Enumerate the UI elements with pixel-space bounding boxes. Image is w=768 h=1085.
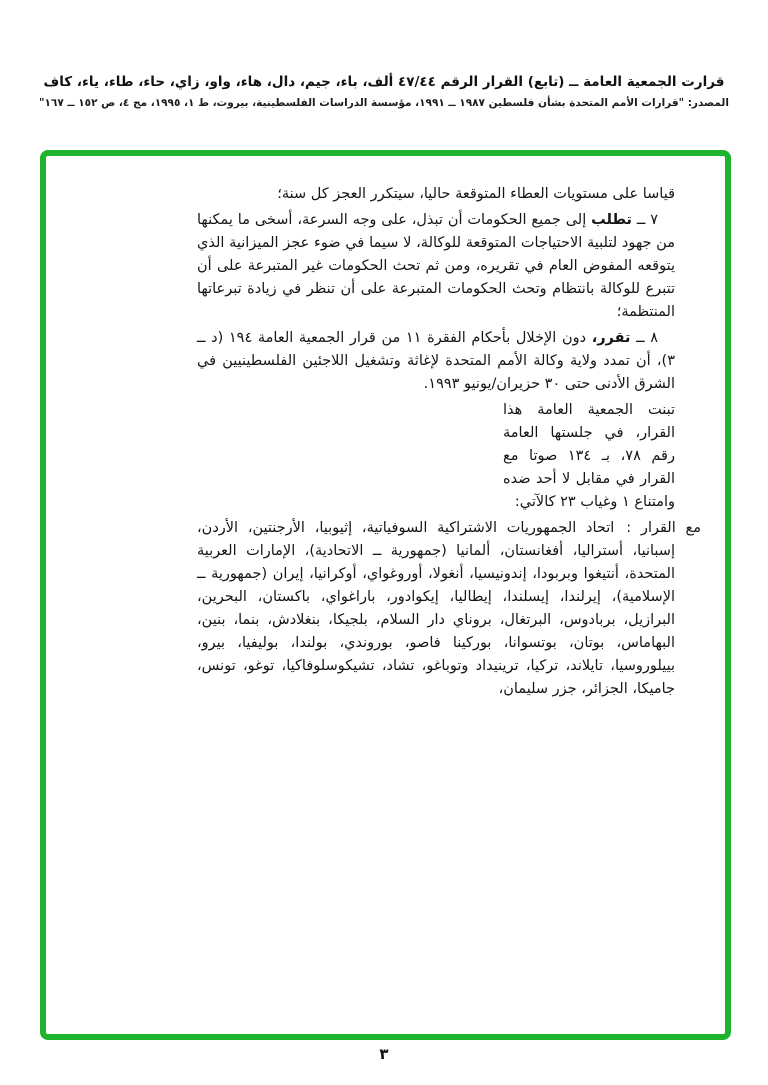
paragraph-7 [197, 209, 675, 324]
vote-record [197, 517, 701, 701]
adoption-note: تبنت الجمعية العامة هذا القرار، في جلستها العامة رقم ٧٨، بـ ١٣٤ صوتا مع القرار في مقابل لا أحد ضده وامتناع ١ وغياب ٢٣ كالآتي: [503, 402, 675, 510]
vote-countries-list: اتحاد الجمهوريات الاشتراكية السوفياتية، إثيوبيا، الأرجنتين، الأردن، إسبانيا، أستراليا، أفغانستان، ألمانيا (جمهورية ــ الاتحادية)، الإمارات العربية المتحدة، أنتيغوا وبربودا، إندونيسيا، أنغولا، أوروغواي، أوكرانيا، إيران (جمهورية ــ الإسلامية)، إيرلندا، إيسلندا، إيطاليا، إيكوادور، باراغواي، باكستان، البحرين، البرازيل، بربادوس، البرتغال، بروناي دار السلام، بلجيكا، بنغلادش، بنما، بنين، البهاماس، بوتان، بوتسوانا، بوركينا فاصو، بوروندي، بولندا، بوليفيا، بيرو، بييلوروسيا، تايلاند، تركيا، ترينيداد وتوباغو، تشاد، تشيكوسلوفاكيا، توغو، تونس، جاميكا، الجزائر، جزر سليمان، [197, 520, 675, 697]
paragraph-7-text: إلى جميع الحكومات أن تبذل، على وجه السرعة، أسخى ما يمكنها من جهود لتلبية الاحتياجات المتوقعة للوكالة، لا سيما في ضوء عجز الميزانية الذي يتوقعه المفوض العام في تقريره، ومن ثم تحث الحكومات غير المتبرعة على أن تتبرع للوكالة بانتظام وتحث الحكومات المتبرعة على أن تنظر في زيادة تبرعاتها المنتظمة؛ [197, 212, 675, 320]
vote-label: مع القرار : [626, 520, 701, 536]
paragraph-8-text: دون الإخلال بأحكام الفقرة ١١ من قرار الجمعية العامة ١٩٤ (د ــ ٣)، أن تمدد ولاية وكالة الأمم المتحدة لإغاثة وتشغيل اللاجئين الفلسطينيين في الشرق الأدنى حتى ٣٠ حزيران/يونيو ١٩٩٣. [197, 330, 675, 392]
paragraph-8-operative-verb: تقرر، [591, 330, 631, 346]
paragraph-8-number: ٨ ــ [630, 330, 658, 346]
paragraph-7-operative-verb: تطلب [591, 212, 632, 228]
paragraph-intro: قياسا على مستويات العطاء المتوقعة حاليا، سيتكرر العجز كل سنة؛ [277, 186, 675, 202]
green-highlight-frame [40, 150, 731, 1040]
resolution-text-block [197, 183, 701, 704]
paragraph-7-number: ٧ ــ [631, 212, 659, 228]
paragraph-8 [197, 327, 675, 396]
page-number: ٣ [379, 1045, 389, 1063]
document-source-line: المصدر: "قرارات الأمم المتحدة بشأن فلسطين ١٩٨٧ ــ ١٩٩١، مؤسسة الدراسات الفلسطينية، بيروت، ط ١، ١٩٩٥، مج ٤، ص ١٥٢ ــ ١٦٧" [39, 97, 729, 109]
document-header [20, 74, 748, 109]
document-title: قرارت الجمعية العامة ــ (تابع) القرار الرقم ٤٧/٤٤ ألف، باء، جيم، دال، هاء، واو، زاي، حاء، طاء، ياء، كاف [43, 74, 725, 90]
